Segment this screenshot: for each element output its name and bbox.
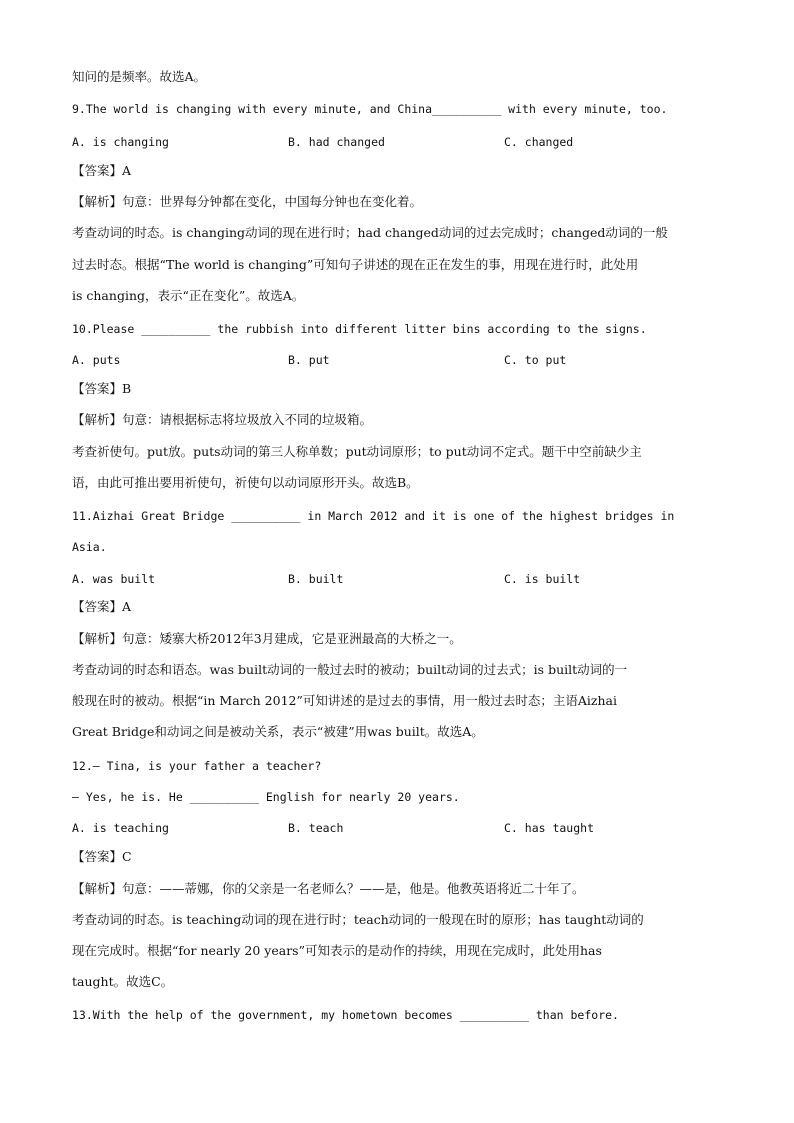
explanation-line: 过去时态。根据“The world is changing”可知句子讲述的现在正在发生的事，用现在进行时，此处用 [72, 257, 639, 272]
question-11-continued: Asia. [72, 540, 107, 554]
option-b: B. built [288, 572, 344, 586]
explanation-line: is changing，表示“正在变化”。故选A。 [72, 288, 305, 303]
explanation-line: 语，由此可推出要用祈使句，祈使句以动词原形开头。故选B。 [72, 475, 419, 490]
option-b: B. had changed [288, 135, 385, 149]
option-c: C. is built [504, 572, 581, 586]
option-c: C. changed [504, 135, 574, 149]
explanation-line: 【解析】句意：矮寨大桥2012年3月建成，它是亚洲最高的大桥之一。 [72, 631, 462, 646]
option-a: A. is teaching [72, 821, 169, 835]
explanation-line: 般现在时的被动。根据“in March 2012”可知讲述的是过去的事情，用一般过去时态；主语Aizhai [72, 693, 617, 708]
answer: 【答案】C [72, 849, 132, 864]
explanation-line: Great Bridge和动词之间是被动关系，表示“被建”用was built。故选A。 [72, 724, 484, 739]
explanation-line: 考查祈使句。put放。puts动词的第三人称单数；put动词原形；to put动词不定式。题干中空前缺少主 [72, 444, 642, 459]
option-a: A. is changing [72, 135, 169, 149]
explanation-line: 【解析】句意：世界每分钟都在变化，中国每分钟也在变化着。 [72, 194, 423, 209]
question-9: 9.The world is changing with every minute, and China__________ with every minute, too. [72, 102, 668, 116]
explanation-line: 考查动词的时态。is teaching动词的现在进行时；teach动词的一般现在时的原形；has taught动词的 [72, 912, 644, 927]
option-a: A. was built [72, 572, 156, 586]
option-b: B. put [288, 353, 330, 367]
question-11: 11.Aizhai Great Bridge __________ in March 2012 and it is one of the highest bridges in [72, 509, 675, 523]
explanation-line: 考查动词的时态和语态。was built动词的一般过去时的被动；built动词的过去式；is built动词的一 [72, 662, 628, 677]
explanation-line: 考查动词的时态。is changing动词的现在进行时；had changed动词的过去完成时；changed动词的一般 [72, 225, 668, 240]
answer: 【答案】B [72, 381, 132, 396]
text-line: 知问的是频率。故选A。 [72, 69, 207, 84]
explanation-line: 【解析】句意：请根据标志将垃圾放入不同的垃圾箱。 [72, 412, 373, 427]
question-10: 10.Please __________ the rubbish into different litter bins according to the signs. [72, 322, 647, 336]
question-12: 12.— Tina, is your father a teacher? [72, 759, 322, 773]
explanation-line: taught。故选C。 [72, 974, 174, 989]
answer: 【答案】A [72, 599, 132, 614]
question-12-reply: — Yes, he is. He __________ English for nearly 20 years. [72, 790, 460, 804]
answer: 【答案】A [72, 163, 132, 178]
option-c: C. to put [504, 353, 567, 367]
question-13: 13.With the help of the government, my hometown becomes __________ than before. [72, 1008, 619, 1022]
option-c: C. has taught [504, 821, 595, 835]
option-a: A. puts [72, 353, 121, 367]
option-b: B. teach [288, 821, 344, 835]
explanation-line: 【解析】句意：——蒂娜，你的父亲是一名老师么？——是，他是。他教英语将近二十年了。 [72, 881, 585, 896]
explanation-line: 现在完成时。根据“for nearly 20 years”可知表示的是动作的持续，用现在完成时，此处用has [72, 943, 602, 958]
